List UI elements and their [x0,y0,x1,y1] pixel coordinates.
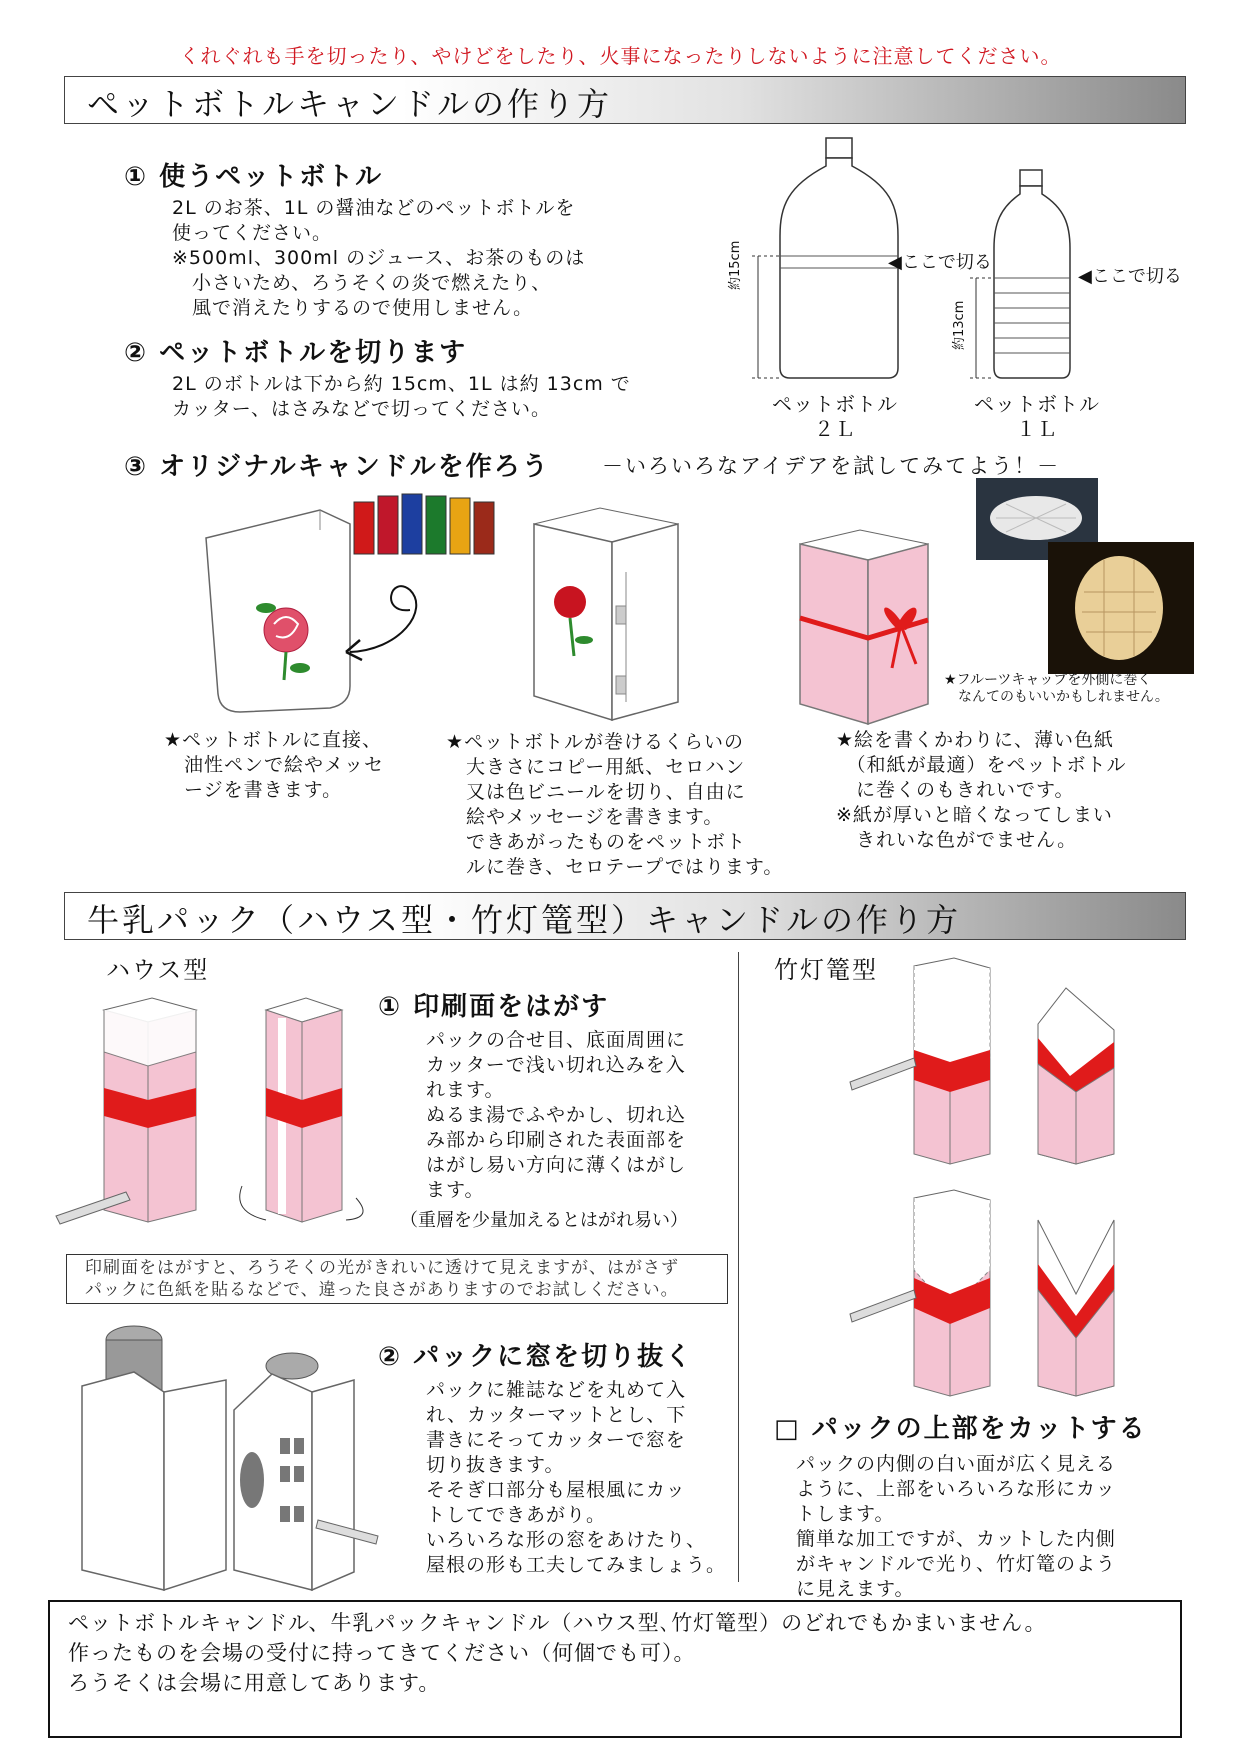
step3-title: ③ オリジナルキャンドルを作ろう [124,452,550,482]
section1-header [64,76,1186,124]
bottle-2l-cut-label: ◀ここで切る [888,252,992,273]
house-step2-body: パックに雑誌などを丸めて入 れ、カッターマットとし、下 書きにそってカッターで窓を 切り抜きます。 そそぎ口部分も屋根風にカッ トしてできあがり。 いろいろな形の窓をあけたり、 屋根の形も工夫してみましょう。 [426,1379,727,1576]
fruit-cap-note: ★フルーツキャップを外側に巻く なんてのもいいかもしれません。 [944,672,1169,705]
bottle-1l-cut-label: ◀ここで切る [1078,266,1182,287]
house-window-illustration [78,1320,398,1590]
house-label: ハウス型 [106,956,210,984]
section2-title: 牛乳パック（ハウス型・竹灯篭型）キャンドルの作り方 [87,901,962,939]
peel-note-box [66,1254,728,1304]
warning-text: くれぐれも手を切ったり、やけどをしたり、火事になったりしないように注意してください。 [179,44,1062,68]
idea2-illustration [530,506,690,726]
house-step1-title: ① 印刷面をはがす [378,992,610,1022]
idea1-text: ★ペットボトルに直接、 油性ペンで絵やメッセ ージを書きます。 [164,729,385,801]
section2-header [64,892,1186,940]
house-peel-illustration [56,996,386,1226]
marker-pens [354,494,494,554]
step1-body: 2L のお茶、1L の醤油などのペットボトルを 使ってください。 ※500ml、300ml のジュース、お茶のものは 小さいため、ろうそくの炎で燃えたり、 風で消えたりするので使用しません。 [172,197,586,319]
section1-title: ペットボトルキャンドルの作り方 [87,85,613,123]
bottle-1l-height: 約13cm [952,300,967,350]
step1-title: ① 使うペットボトル [124,162,384,192]
bamboo-step-body: パックの内側の白い面が広く見える ように、上部をいろいろな形にカッ トします。 簡単な加工ですが、カットした内側 がキャンドルで光り、竹灯篭のよう に見えます。 [796,1453,1117,1600]
house-step1-body: パックの合せ目、底面周囲に カッターで浅い切れ込みを入 れます。 ぬるま湯でふやかし、切れ込 み部から印刷された表面部を はがし易い方向に薄くはがし ます。 [426,1029,687,1201]
step3-subtitle: －いろいろなアイデアを試してみてよう！－ [602,454,1061,478]
footer-text: ペットボトルキャンドル、牛乳パックキャンドル（ハウス型､竹灯篭型）のどれでもかまいません。 作ったものを会場の受付に持ってきてください（何個でも可）。 ろうそくは会場に用意してあります。 [68,1611,1047,1695]
bottle-1l-caption: ペットボトル １Ｌ [974,392,1100,441]
bamboo-step-title: □ パックの上部をカットする [774,1414,1147,1444]
idea1-illustration [200,490,520,720]
bamboo-label: 竹灯篭型 [774,956,878,984]
bamboo-cut-illustration-1 [850,958,1150,1168]
footer-box [48,1600,1182,1738]
peel-note-text: 印刷面をはがすと、ろうそくの光がきれいに透けて見えますが、はがさず パックに色紙を貼るなどで、違った良さがありますのでお試しください。 [85,1258,679,1300]
idea2-text: ★ペットボトルが巻けるくらいの 大きさにコピー用紙、セロハン 又は色ビニールを切り、自由に 絵やメッセージを書きます。 できあがったものをペットボト ルに巻き、セロテープではります。 [446,731,784,878]
column-divider [738,952,739,1582]
house-step1-note: （重層を少量加えるとはがれ易い） [400,1210,688,1231]
bamboo-cut-illustration-2 [850,1190,1150,1400]
bottle-2l-caption: ペットボトル ２Ｌ [772,392,898,441]
lit-fruit-cap-photo [1048,542,1194,674]
bottle-2l-height: 約15cm [728,240,743,290]
idea3-text: ★絵を書くかわりに、薄い色紙 （和紙が最適）をペットボトル に巻くのもきれいです。 ※紙が厚いと暗くなってしまい きれいな色がでません。 [836,729,1127,851]
idea3-illustration [796,528,956,728]
step2-body: 2L のボトルは下から約 15cm、1L は約 13cm で カッター、はさみなどで切ってください。 [172,373,631,420]
house-step2-title: ② パックに窓を切り抜く [378,1342,694,1372]
step2-title: ② ペットボトルを切ります [124,338,468,368]
